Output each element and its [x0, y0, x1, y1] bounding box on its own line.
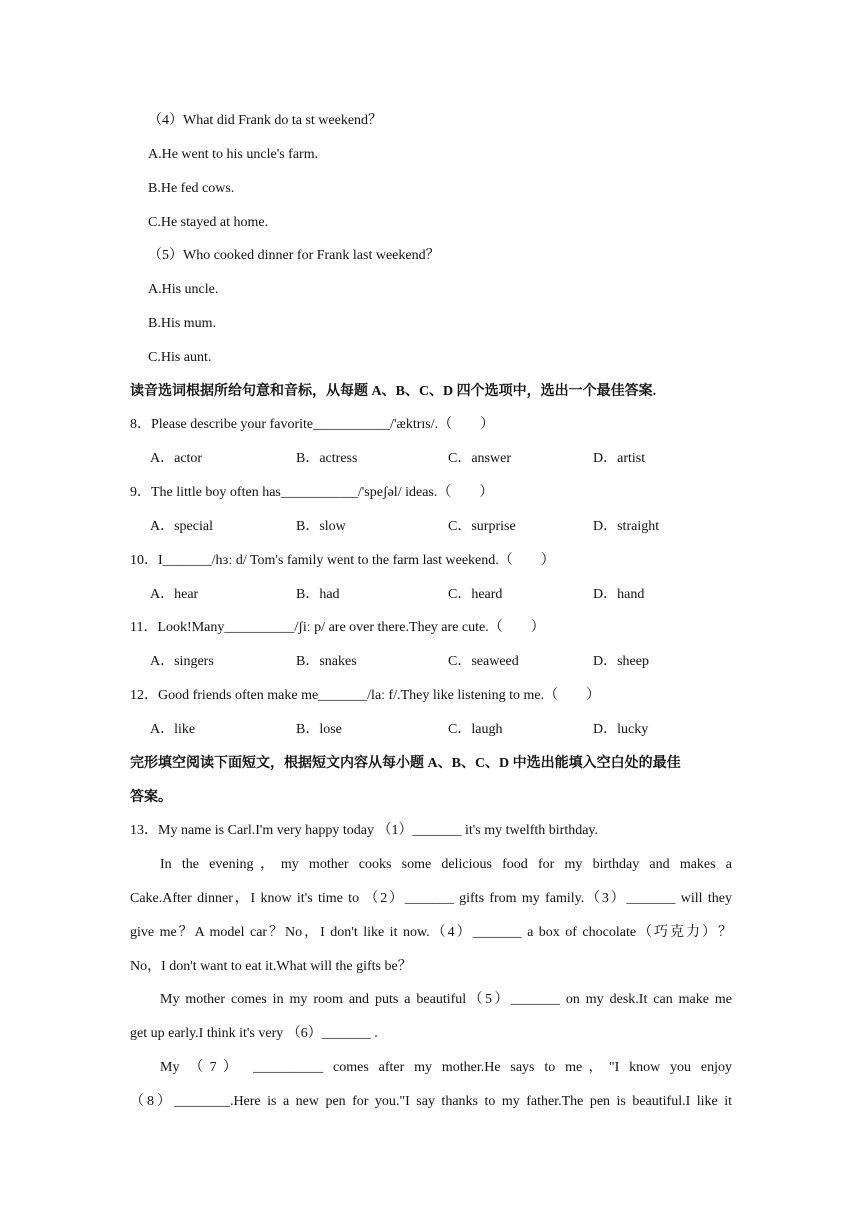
question-9-stem: 9．The little boy often has___________/'speʃəl/ ideas.（ ） [130, 485, 494, 500]
cloze-line-1: 13．My name is Carl.I'm very happy today （1）_______ it's my twelfth birthday. [130, 823, 599, 838]
question-5-option-c: C.His aunt. [148, 350, 212, 365]
question-9-option-d: D．straight [593, 519, 660, 534]
question-4-option-c: C.He stayed at home. [148, 215, 269, 230]
question-8-option-c: C．answer [448, 451, 511, 466]
question-10-option-b: B．had [296, 587, 340, 602]
question-5-stem: （5）Who cooked dinner for Frank last weekend？ [148, 248, 440, 263]
question-10-stem: 10．I_______/hɜː d/ Tom's family went to the farm last weekend.（ ） [130, 553, 555, 568]
question-12-stem: 12．Good friends often make me_______/laː f/.They like listening to me.（ ） [130, 688, 601, 703]
question-4-stem: （4）What did Frank do ta st weekend？ [148, 113, 383, 128]
section-cloze-heading-continued: 答案。 [130, 790, 172, 805]
question-12-option-a: A．like [150, 722, 196, 737]
question-11-stem: 11．Look!Many__________/ʃiː p/ are over there.They are cute.（ ） [130, 620, 545, 635]
section-phonetics-heading: 读音选词根据所给句意和音标，从每题 A、B、C、D 四个选项中，选出一个最佳答案. [130, 384, 657, 399]
cloze-line-8: My （7） __________ comes after my mother.He says to me，"I know you enjoy [160, 1060, 732, 1075]
question-12-option-d: D．lucky [593, 722, 649, 737]
question-4-option-a: A.He went to his uncle's farm. [148, 147, 319, 162]
question-5-option-a: A.His uncle. [148, 282, 219, 297]
question-11-option-b: B．snakes [296, 654, 357, 669]
cloze-line-7: get up early.I think it's very （6）_______ . [130, 1026, 378, 1041]
question-4-option-b: B.He fed cows. [148, 181, 235, 196]
section-cloze-heading: 完形填空阅读下面短文，根据短文内容从每小题 A、B、C、D 中选出能填入空白处的最佳 [130, 756, 681, 771]
question-12-option-b: B．lose [296, 722, 342, 737]
question-11-option-c: C．seaweed [448, 654, 519, 669]
question-8-option-d: D．artist [593, 451, 646, 466]
cloze-line-2: In the evening，my mother cooks some delicious food for my birthday and makes a [160, 857, 732, 872]
question-9-option-c: C．surprise [448, 519, 516, 534]
question-11-option-d: D．sheep [593, 654, 649, 669]
cloze-line-6: My mother comes in my room and puts a beautiful（5）_______ on my desk.It can make me [160, 992, 732, 1007]
question-8-option-a: A．actor [150, 451, 203, 466]
question-12-option-c: C．laugh [448, 722, 503, 737]
question-5-option-b: B.His mum. [148, 316, 217, 331]
cloze-line-9: （8）________.Here is a new pen for you."I say thanks to my father.The pen is beautiful.I like it [130, 1094, 732, 1109]
question-10-option-a: A．hear [150, 587, 199, 602]
question-11-option-a: A．singers [150, 654, 214, 669]
cloze-line-4: give me？A model car？No，I don't like it now.（4）_______ a box of chocolate（巧克力）？ [130, 925, 732, 940]
question-9-option-b: B．slow [296, 519, 346, 534]
question-8-option-b: B．actress [296, 451, 358, 466]
cloze-line-3: Cake.After dinner，I know it's time to （2）_______ gifts from my family.（3）_______ will they [130, 891, 732, 906]
question-9-option-a: A．special [150, 519, 213, 534]
question-8-stem: 8．Please describe your favorite___________/'æktrɪs/.（ ） [130, 417, 495, 432]
question-10-option-c: C．heard [448, 587, 503, 602]
cloze-line-5: No，I don't want to eat it.What will the gifts be？ [130, 959, 412, 974]
question-10-option-d: D．hand [593, 587, 645, 602]
